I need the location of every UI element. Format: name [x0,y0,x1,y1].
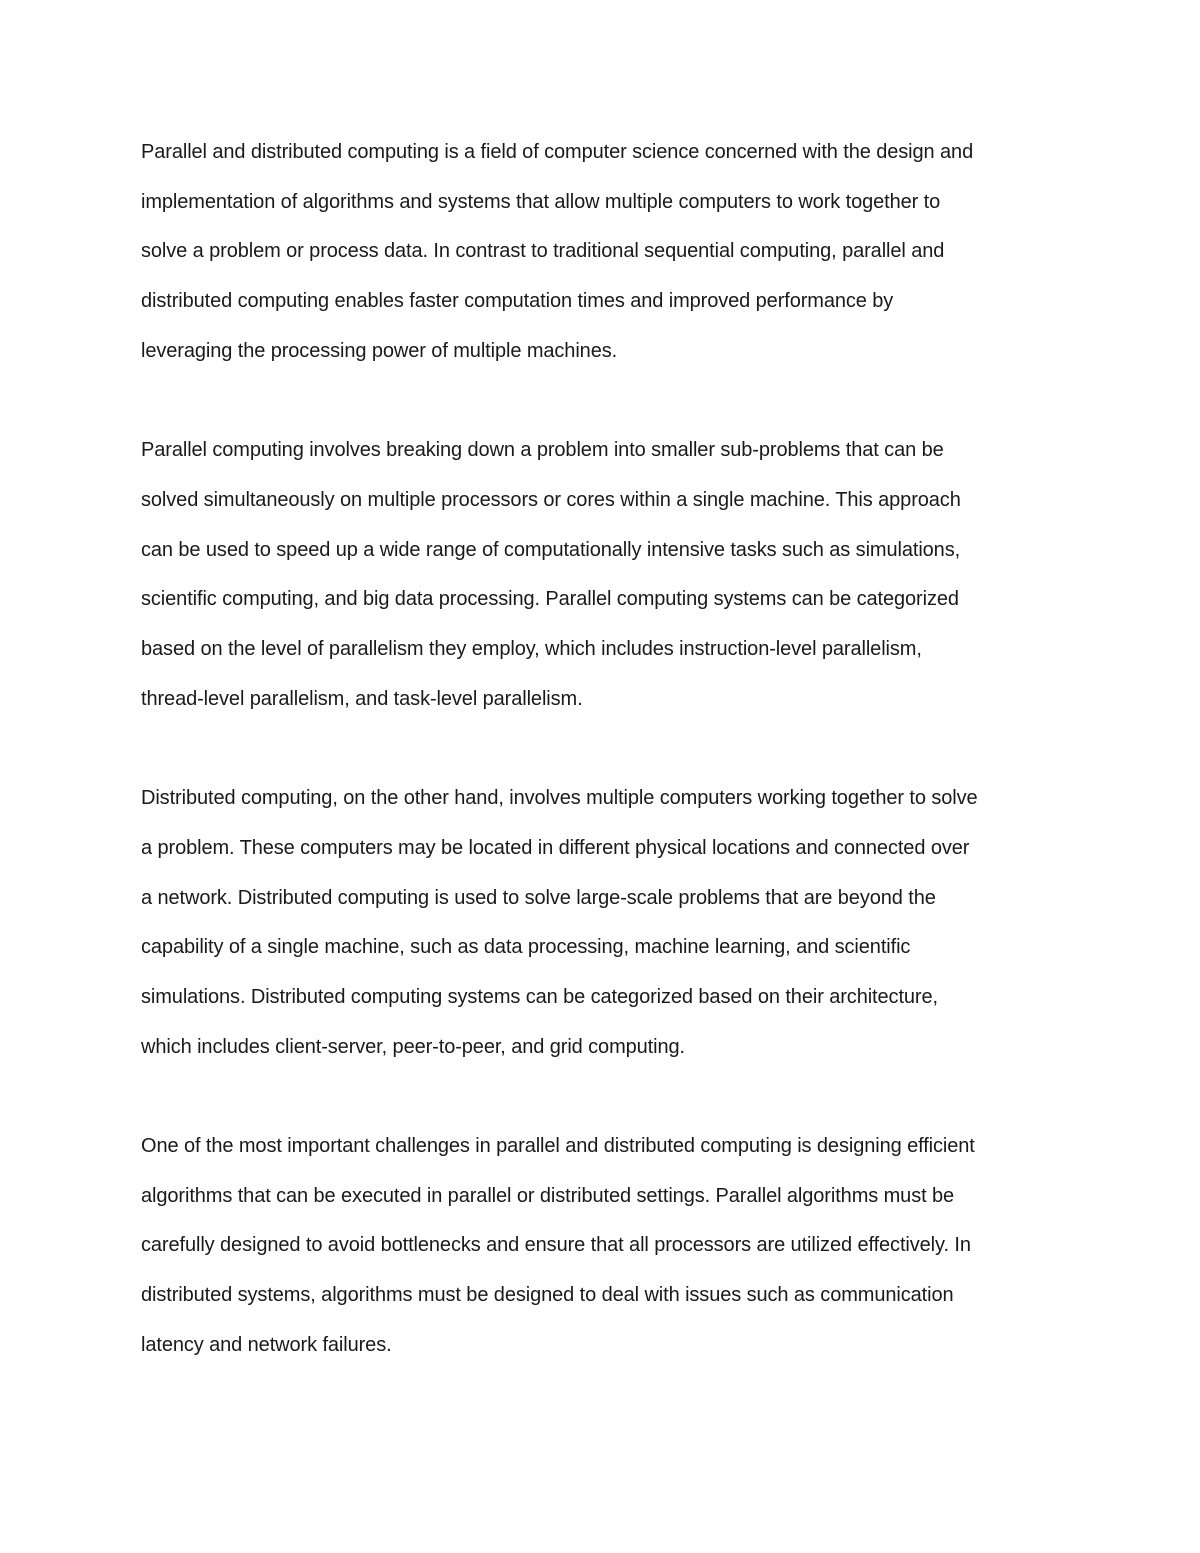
text-line: which includes client-server, peer-to-peer, and grid computing. [141,1035,685,1058]
text-line: can be used to speed up a wide range of computationally intensive tasks such as simulations, [141,538,961,561]
text-line: Parallel computing involves breaking down a problem into smaller sub-problems that can be [141,439,944,462]
text-line: algorithms that can be executed in parallel or distributed settings. Parallel algorithms must be [141,1184,955,1207]
text-line: solve a problem or process data. In contrast to traditional sequential computing, parallel and [141,240,945,263]
document-body [141,128,1071,1371]
text-line: a problem. These computers may be located in different physical locations and connected over [141,836,970,859]
text-line: scientific computing, and big data processing. Parallel computing systems can be categorized [141,588,959,611]
text-line: carefully designed to avoid bottlenecks and ensure that all processors are utilized effectively. In [141,1234,971,1257]
text-line: implementation of algorithms and systems that allow multiple computers to work together to [141,190,941,213]
paragraph-distributed-computing [141,774,1071,1072]
text-line: based on the level of parallelism they employ, which includes instruction-level parallelism, [141,638,922,661]
text-line: distributed systems, algorithms must be designed to deal with issues such as communication [141,1284,954,1307]
text-line: latency and network failures. [141,1333,392,1356]
text-line: simulations. Distributed computing systems can be categorized based on their architecture, [141,985,938,1008]
text-line: thread-level parallelism, and task-level parallelism. [141,687,583,710]
text-line: solved simultaneously on multiple processors or cores within a single machine. This approach [141,488,961,511]
text-line: Parallel and distributed computing is a field of computer science concerned with the design and [141,141,974,163]
text-line: a network. Distributed computing is used to solve large-scale problems that are beyond the [141,886,936,909]
paragraph-challenges [141,1122,1071,1371]
text-line: leveraging the processing power of multiple machines. [141,339,618,362]
text-line: distributed computing enables faster computation times and improved performance by [141,290,894,313]
text-line: One of the most important challenges in parallel and distributed computing is designing efficient [141,1135,975,1158]
paragraph-parallel-computing [141,426,1071,724]
paragraph-intro [141,128,1071,377]
text-line: Distributed computing, on the other hand, involves multiple computers working together to solve [141,787,978,810]
text-line: capability of a single machine, such as data processing, machine learning, and scientific [141,936,911,959]
